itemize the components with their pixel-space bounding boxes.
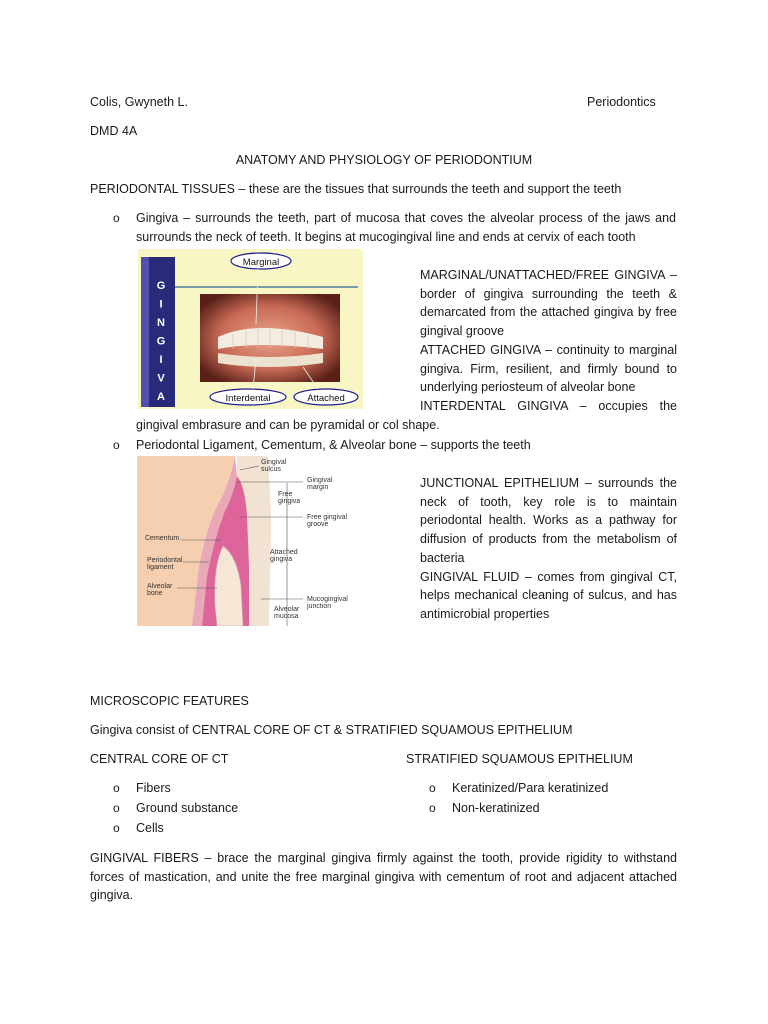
microscopic-intro: Gingiva consist of CENTRAL CORE OF CT & STRATIFIED SQUAMOUS EPITHELIUM — [90, 723, 573, 737]
subject-label: Periodontics — [587, 95, 656, 109]
gingival-fibers-paragraph — [90, 849, 677, 905]
bullet-marker: o — [113, 801, 120, 815]
list-item-keratinized: Keratinized/Para keratinized — [452, 781, 609, 795]
alveolar-bone-label-2: bone — [147, 590, 163, 597]
gingival-fibers-text: GINGIVAL FIBERS – brace the marginal gingiva firmly against the tooth, provide rigidity to withstand forces of mastication, and unite the free marginal gingiva with cementum of root and adjacent attached gingiva. — [90, 851, 677, 903]
alveolar-mucosa-label-2: mucosa — [274, 613, 299, 620]
gingiva-side-letter: G — [156, 280, 166, 292]
pdl-label-2: ligament — [147, 564, 174, 571]
gingival-fluid-description: GINGIVAL FLUID – comes from gingival CT, helps mechanical cleaning of sulcus, and has antimicrobial properties — [420, 569, 677, 621]
section-label: DMD 4A — [90, 124, 138, 138]
attached-label: Attached — [307, 393, 345, 404]
list-item-ground-substance: Ground substance — [136, 801, 239, 815]
gingiva-side-letter: V — [157, 372, 165, 385]
pdl-label-1: Periodontal — [147, 557, 183, 564]
gingiva-line-1: Gingiva – surrounds the teeth, part of mucosa that coves the alveolar process of the jaws and — [136, 211, 676, 225]
cementum-label: Cementum — [145, 535, 180, 542]
junctional-epithelium-description: JUNCTIONAL EPITHELIUM – surrounds the neck of tooth, key role is to maintain periodontal health. Works as a pathway for diffusion of products from the metabolism of bacteria — [420, 476, 677, 565]
gingiva-figure — [138, 249, 363, 409]
mucogingival-label-1: Mucogingival — [307, 596, 348, 603]
gingiva-line-2: surrounds the neck of teeth. It begins at mucogingival line and ends at cervix of each tooth — [136, 229, 636, 244]
bullet-marker: o — [429, 781, 436, 795]
gingiva-side-letter: N — [157, 317, 165, 329]
margin-label-1: Gingival — [307, 477, 333, 484]
interdental-description: INTERDENTAL GINGIVA – occupies the — [420, 398, 677, 413]
bullet-marker: o — [113, 211, 120, 225]
interdental-continuation: gingival embrasure and can be pyramidal or col shape. — [136, 418, 440, 432]
free-groove-label-1: Free gingival — [307, 514, 348, 521]
margin-label-2: margin — [307, 484, 329, 491]
list-item-fibers: Fibers — [136, 781, 171, 795]
mucogingival-label-2: junction — [307, 603, 332, 610]
author-name: Colis, Gwyneth L. — [90, 95, 188, 109]
page-title: ANATOMY AND PHYSIOLOGY OF PERIODONTIUM — [235, 153, 533, 167]
svg-text:Alveolarmucosa — [274, 606, 300, 620]
interdental-label: Interdental — [225, 393, 271, 404]
alveolar-mucosa-label-1: Alveolar — [274, 606, 300, 613]
attached-description: ATTACHED GINGIVA – continuity to marginal gingiva. Firm, resilient, and firmly bound to underlying periosteum of alveolar bone — [420, 342, 677, 395]
marginal-label: Marginal — [242, 257, 280, 268]
sulcus-label-2: sulcus — [261, 466, 281, 473]
gingiva-descriptions — [420, 266, 677, 416]
list-item-cells: Cells — [136, 821, 164, 835]
sulcus-label-1: Gingival — [261, 459, 287, 466]
free-gingiva-label-2: gingiva — [278, 498, 301, 505]
attached-gingiva-label-2: gingiva — [270, 556, 293, 563]
intro-paragraph: PERIODONTAL TISSUES – these are the tissues that surrounds the teeth and support the teeth — [90, 182, 622, 196]
list-item-non-keratinized: Non-keratinized — [452, 801, 540, 815]
bullet-marker: o — [429, 801, 436, 815]
bullet-marker: o — [113, 781, 120, 795]
alveolar-bone-label-1: Alveolar — [147, 583, 173, 590]
gingiva-bullet-text — [136, 209, 676, 246]
ligament-descriptions — [420, 474, 677, 624]
attached-gingiva-label-1: Attached — [270, 549, 298, 556]
gingiva-side-letter: G — [156, 335, 166, 348]
central-core-heading: CENTRAL CORE OF CT — [90, 752, 229, 766]
ligament-bullet-text: Periodontal Ligament, Cementum, & Alveolar bone – supports the teeth — [136, 438, 531, 452]
microscopic-heading: MICROSCOPIC FEATURES — [90, 694, 249, 708]
free-gingiva-label-1: Free — [278, 491, 293, 498]
bullet-marker: o — [113, 821, 120, 835]
gingiva-side-letter: A — [157, 391, 165, 403]
periodontium-figure — [137, 456, 365, 626]
bullet-marker: o — [113, 438, 120, 452]
gingiva-side-letter: I — [159, 298, 163, 311]
marginal-description: MARGINAL/UNATTACHED/FREE GINGIVA – border of gingiva surrounding the teeth & demarcated from the attached gingiva by free gingival groove — [420, 268, 677, 339]
epithelium-heading: STRATIFIED SQUAMOUS EPITHELIUM — [406, 752, 633, 766]
gingiva-side-letter: I — [159, 354, 163, 366]
free-groove-label-2: groove — [307, 521, 329, 528]
gingiva-side-bar-shade — [141, 257, 149, 407]
